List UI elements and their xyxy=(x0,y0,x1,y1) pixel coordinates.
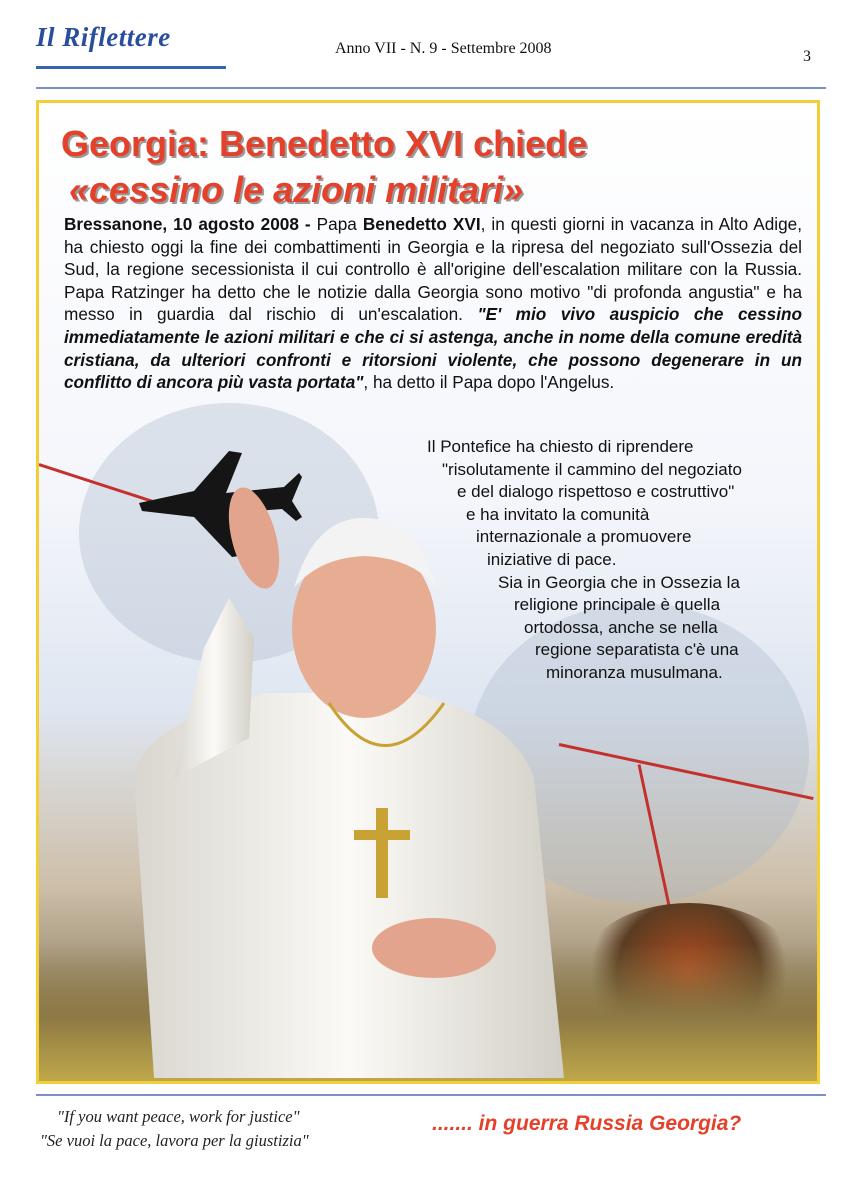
side-text-line: e del dialogo rispettoso e costruttivo" xyxy=(457,482,735,501)
side-text-line: Sia in Georgia che in Ossezia la xyxy=(498,573,740,592)
masthead-underline xyxy=(36,66,226,69)
side-text-line: regione separatista c'è una xyxy=(535,640,739,659)
motto-english: "If you want peace, work for justice" xyxy=(57,1107,300,1126)
article-frame xyxy=(36,100,820,1084)
headline-line-2: «cessino le azioni militari» xyxy=(69,169,524,210)
side-text-line: internazionale a promuovere xyxy=(476,527,692,546)
pope-quote: "E' mio vivo auspicio che cessino immediatamente le azioni militari e che ci si astenga, anche in nome della comune eredità cristiana, da ulteriori confronti e ritorsioni violente, che possono degenerare in un conflitto di ancora più vasta portata" xyxy=(64,304,802,393)
side-text-line: religione principale è quella xyxy=(514,595,721,614)
side-text-line: minoranza musulmana. xyxy=(546,663,723,682)
side-text-line: e ha invitato la comunità xyxy=(466,505,650,524)
footer-tagline: ....... in guerra Russia Georgia? xyxy=(432,1112,742,1135)
dateline: Bressanone, 10 agosto 2008 - xyxy=(64,214,311,234)
footer-divider xyxy=(36,1094,826,1096)
page-number: 3 xyxy=(803,48,811,65)
side-text-line: Il Pontefice ha chiesto di riprendere xyxy=(427,437,694,456)
headline-line-1: Georgia: Benedetto XVI chiede xyxy=(61,123,588,164)
masthead-logo: Il Riflettere xyxy=(36,22,171,52)
side-text-line: "risolutamente il cammino del negoziato xyxy=(442,460,742,479)
side-text-line: iniziative di pace. xyxy=(487,550,617,569)
side-text-line: ortodossa, anche se nella xyxy=(524,618,718,637)
lead-paragraph: Bressanone, 10 agosto 2008 - Papa Benedetto XVI, in questi giorni in vacanza in Alto Adige, ha chiesto oggi la fine dei combattimenti in Georgia e la ripresa del negoziato sull'Ossezia del Sud, la regione secessionista il cui controllo è all'origine dell'escalation militare con la Russia. Papa Ratzinger ha detto che le notizie dalla Georgia sono motivo "di profonda angustia" e ha messo in guardia dal rischio di un'escalation. "E' mio vivo auspicio che cessino immediatamente le azioni militari e che ci si astenga, anche in nome della comune eredità cristiana, da ulteriori confronti e ritorsioni violente, che possono degenerare in un conflitto di ancora più vasta portata", ha detto il Papa dopo l'Angelus. xyxy=(64,214,803,393)
header-divider xyxy=(36,87,826,89)
pope-name: Benedetto XVI xyxy=(362,214,481,234)
motto-italian: "Se vuoi la pace, lavora per la giustizia" xyxy=(40,1131,309,1150)
issue-info: Anno VII - N. 9 - Settembre 2008 xyxy=(335,40,552,57)
